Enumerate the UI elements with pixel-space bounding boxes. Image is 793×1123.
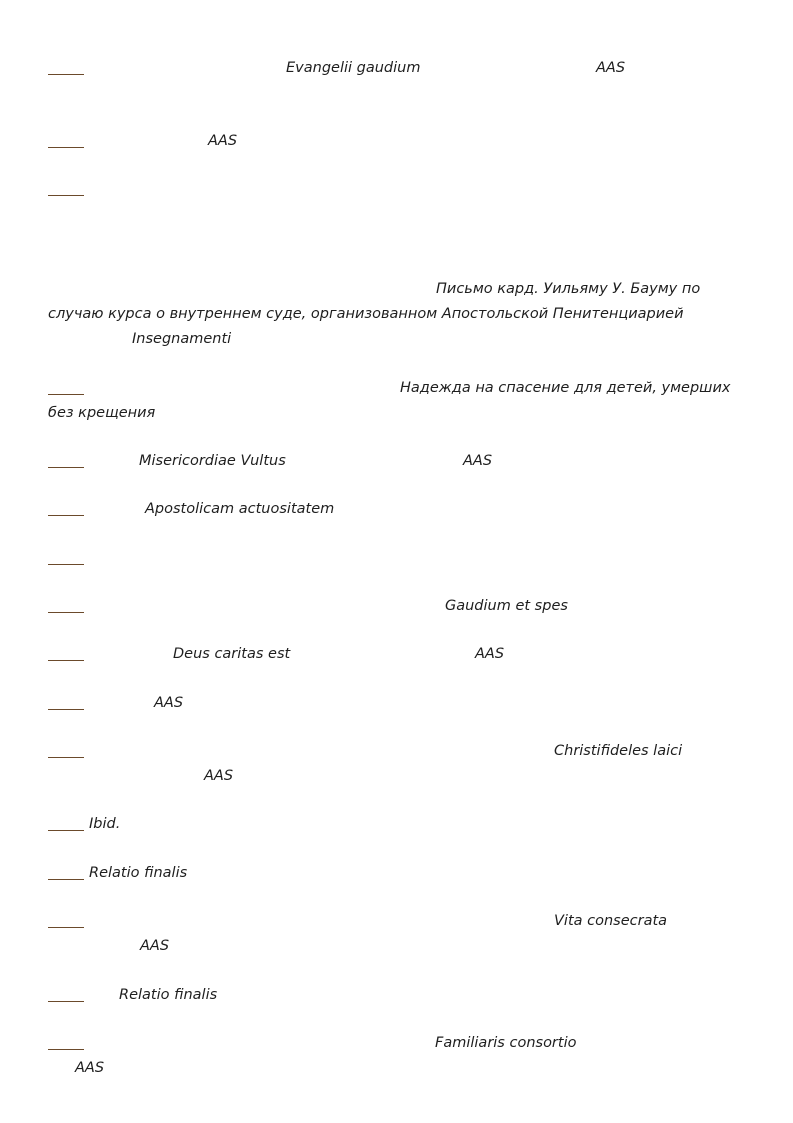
footnote-text: AAS <box>475 646 505 662</box>
footnote-rule <box>48 74 84 75</box>
footnote-rule <box>48 879 84 880</box>
footnote-text: AAS <box>463 453 493 469</box>
footnote-rule <box>48 195 84 196</box>
footnote-rule <box>48 757 84 758</box>
footnote-text: AAS <box>140 938 170 954</box>
footnote-text: случаю курса о внутреннем суде, организованном Апостольской Пенитенциарией <box>48 306 684 322</box>
footnote-rule <box>48 147 84 148</box>
footnote-text: AAS <box>596 60 626 76</box>
footnote-rule <box>48 394 84 395</box>
footnote-text: Misericordiae Vultus <box>139 453 286 469</box>
footnote-rule <box>48 612 84 613</box>
footnote-text: Deus caritas est <box>173 646 291 662</box>
footnote-rule <box>48 660 84 661</box>
footnote-rule <box>48 830 84 831</box>
footnote-text: Gaudium et spes <box>445 598 568 614</box>
footnote-text: Надежда на спасение для детей, умерших <box>400 380 731 396</box>
footnote-text: Apostolicam actuositatem <box>145 501 335 517</box>
footnote-text: Familiaris consortio <box>435 1035 577 1051</box>
footnote-rule <box>48 467 84 468</box>
footnote-text: Insegnamenti <box>132 331 232 347</box>
footnote-rule <box>48 564 84 565</box>
footnote-text: Vita consecrata <box>554 913 668 929</box>
footnote-rule <box>48 1001 84 1002</box>
footnote-rule <box>48 709 84 710</box>
footnote-rule <box>48 1049 84 1050</box>
footnote-text: AAS <box>208 133 238 149</box>
footnote-text: Письмо кард. Уильяму У. Бауму по <box>436 281 701 297</box>
footnote-text: Relatio finalis <box>89 865 188 881</box>
footnote-text: без крещения <box>48 405 156 421</box>
footnote-text: Relatio finalis <box>119 987 218 1003</box>
footnote-text: Evangelii gaudium <box>286 60 421 76</box>
footnote-text: AAS <box>154 695 184 711</box>
footnote-text: AAS <box>75 1060 105 1076</box>
footnote-text: Christifideles laici <box>554 743 683 759</box>
footnote-rule <box>48 927 84 928</box>
footnote-rule <box>48 515 84 516</box>
footnote-text: Ibid. <box>89 816 121 832</box>
footnote-text: AAS <box>204 768 234 784</box>
